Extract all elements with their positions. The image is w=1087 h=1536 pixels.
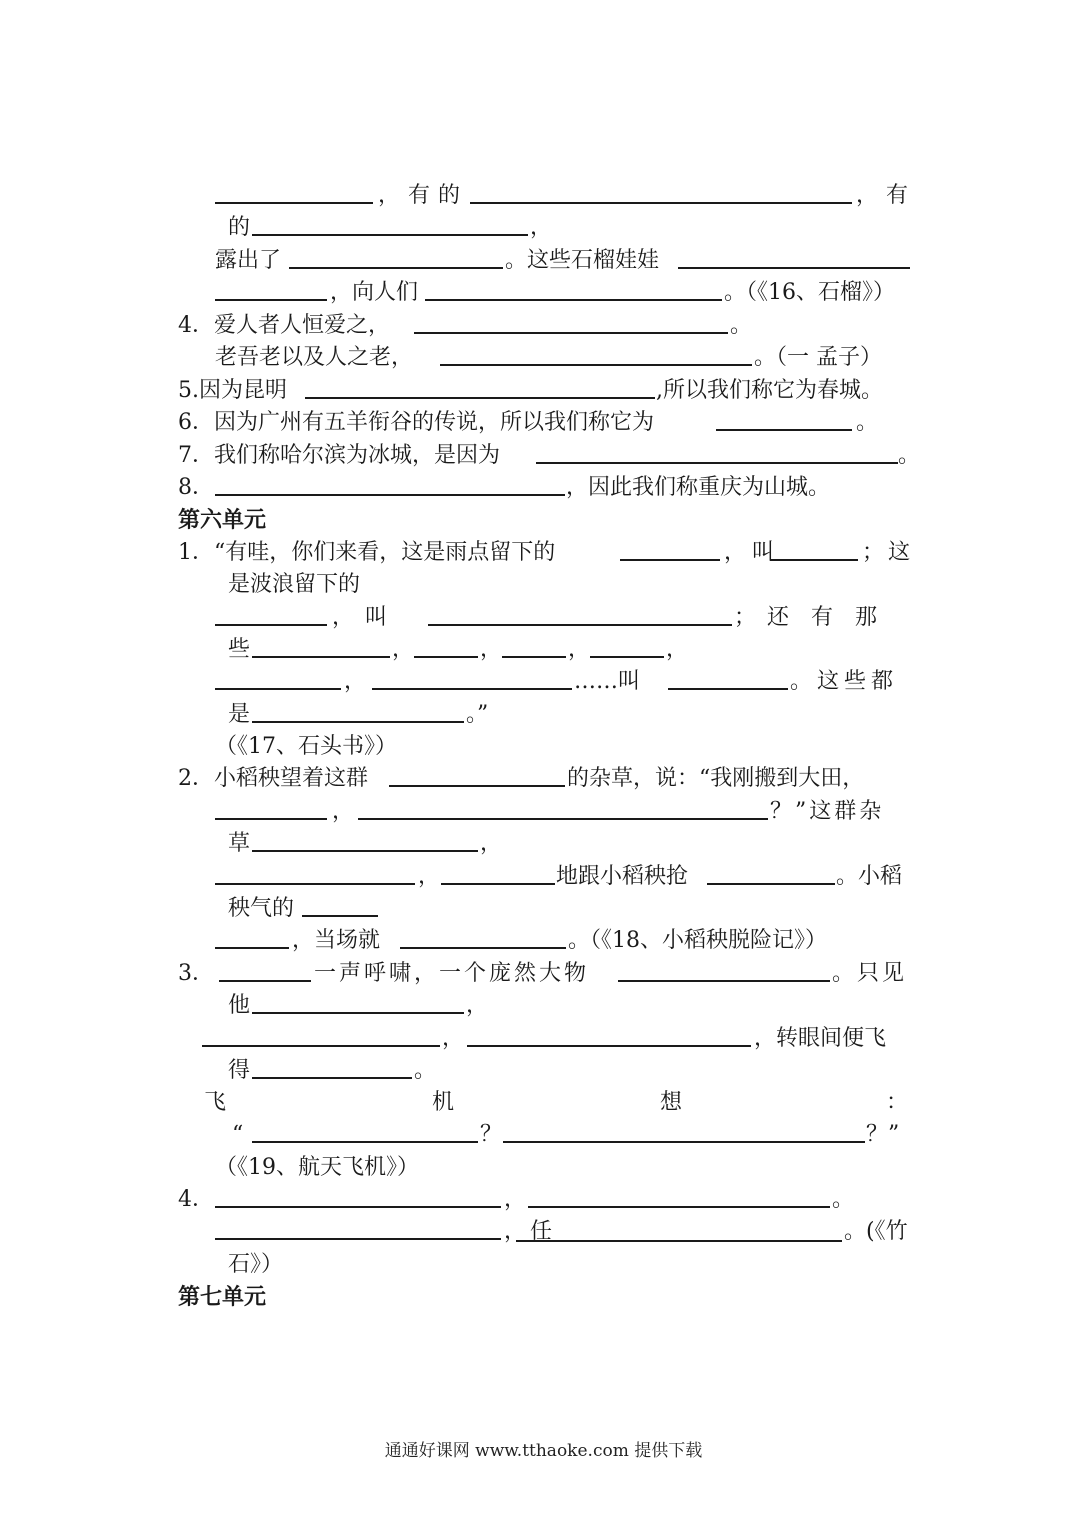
text: ？ xyxy=(480,1122,503,1147)
text: ； 还 有 那 xyxy=(734,605,878,630)
text: 。 xyxy=(730,313,753,338)
text: ， xyxy=(466,993,489,1018)
fill-blank[interactable] xyxy=(414,310,728,334)
text: ？”这群杂 xyxy=(770,799,885,824)
text: 7．我们称哈尔滨为冰城，是因为 xyxy=(178,443,500,468)
fill-blank[interactable] xyxy=(414,634,478,658)
fill-blank[interactable] xyxy=(503,1119,865,1143)
fill-blank[interactable] xyxy=(215,472,565,496)
text: 。（《16、石榴》） xyxy=(724,280,895,305)
text: 。只见 xyxy=(832,961,908,986)
text: ，向人们 xyxy=(330,280,419,305)
text: 秧气的 xyxy=(228,896,295,921)
text: ， xyxy=(480,831,503,856)
text: 。 xyxy=(832,1187,855,1212)
text: 4． xyxy=(178,1187,214,1212)
fill-blank[interactable] xyxy=(372,666,572,690)
fill-blank[interactable] xyxy=(215,666,341,690)
text: 飞 xyxy=(204,1090,227,1115)
fill-blank[interactable] xyxy=(252,634,390,658)
fill-blank[interactable] xyxy=(252,1119,478,1143)
fill-blank[interactable] xyxy=(252,990,464,1014)
text: ， xyxy=(332,799,355,824)
text: 。小稻 xyxy=(836,864,903,889)
fill-blank[interactable] xyxy=(252,1055,412,1079)
text: 3． xyxy=(178,961,214,986)
fill-blank[interactable] xyxy=(302,893,378,917)
fill-blank[interactable] xyxy=(707,861,835,885)
text: “ xyxy=(232,1122,244,1147)
text: ， 叫 xyxy=(332,605,388,630)
text: 。 xyxy=(414,1058,437,1083)
fill-blank[interactable] xyxy=(440,342,752,366)
text: ， xyxy=(392,637,415,662)
text: 露出了 xyxy=(215,248,282,273)
source-citation: （《17、石头书》） xyxy=(215,734,397,759)
fill-blank[interactable] xyxy=(502,634,566,658)
text: 他 xyxy=(228,993,251,1018)
text: ？” xyxy=(866,1122,900,1147)
fill-blank[interactable] xyxy=(389,763,565,787)
heading-text: 第七单元 xyxy=(178,1284,267,1310)
fill-blank[interactable] xyxy=(215,861,415,885)
text: ……叫 xyxy=(574,669,641,694)
fill-blank[interactable] xyxy=(305,375,655,399)
text: 一声呼啸，一个庞然大物 xyxy=(314,961,590,986)
fill-blank[interactable] xyxy=(215,602,327,626)
fill-blank[interactable] xyxy=(215,1216,501,1240)
fill-blank[interactable] xyxy=(215,925,289,949)
text: ， xyxy=(666,637,689,662)
fill-blank[interactable] xyxy=(252,212,528,236)
text: 老吾老以及人之老， xyxy=(215,345,414,370)
fill-blank[interactable] xyxy=(252,828,478,852)
fill-blank[interactable] xyxy=(441,861,555,885)
text: 草 xyxy=(228,831,251,856)
fill-blank[interactable] xyxy=(289,245,503,269)
fill-blank[interactable] xyxy=(215,180,373,204)
fill-blank[interactable] xyxy=(202,1023,440,1047)
fill-blank[interactable] xyxy=(215,277,327,301)
text: 。（一 孟子） xyxy=(754,345,882,370)
fill-blank[interactable] xyxy=(400,925,566,949)
text: 是波浪留下的 xyxy=(228,572,361,597)
text: ， xyxy=(442,1026,465,1051)
text: 些 xyxy=(228,637,251,662)
text: 5.因为昆明 xyxy=(178,378,287,403)
text: 2．小稻秧望着这群 xyxy=(178,766,368,791)
text: ， xyxy=(568,637,591,662)
fill-blank[interactable] xyxy=(215,1184,501,1208)
fill-blank[interactable] xyxy=(590,634,664,658)
text: ： xyxy=(886,1090,909,1115)
source-citation: 石》） xyxy=(228,1252,284,1277)
source-citation: 。（《18、小稻秧脱险记》） xyxy=(568,928,827,953)
footer-text: 通通好课网 www.tthaoke.com 提供下载 xyxy=(384,1441,703,1461)
text: 6．因为广州有五羊衔谷的传说，所以我们称它为 xyxy=(178,410,654,435)
text: ，有的 xyxy=(378,183,469,208)
text: 是 xyxy=(228,702,251,727)
fill-blank[interactable] xyxy=(668,666,788,690)
text: ， xyxy=(504,1187,527,1212)
fill-blank[interactable] xyxy=(425,277,722,301)
fill-blank[interactable] xyxy=(219,958,311,982)
text: ，叫 xyxy=(724,540,781,565)
text: 。(《竹 xyxy=(844,1219,908,1244)
fill-blank[interactable] xyxy=(620,537,720,561)
fill-blank[interactable] xyxy=(428,602,732,626)
fill-blank[interactable] xyxy=(716,407,852,431)
fill-blank[interactable] xyxy=(528,1184,830,1208)
text: ；这 xyxy=(862,540,915,565)
fill-blank[interactable] xyxy=(467,1023,751,1047)
text: 8． xyxy=(178,475,214,500)
text: 的 xyxy=(228,215,251,240)
text: ， xyxy=(480,637,503,662)
text: 想 xyxy=(660,1090,683,1115)
text: ,所以我们称它为春城。 xyxy=(656,378,883,403)
source-citation: （《19、航天飞机》） xyxy=(215,1155,419,1180)
heading-text: 第六单元 xyxy=(178,507,267,533)
text: ， xyxy=(344,669,367,694)
fill-blank[interactable] xyxy=(215,796,327,820)
text: 得 xyxy=(228,1058,251,1083)
text: 。这些石榴娃娃 xyxy=(505,248,660,273)
fill-blank[interactable] xyxy=(470,180,852,204)
text: 地跟小稻秧抢 xyxy=(556,864,689,889)
text: 4．爱人者人恒爱之， xyxy=(178,313,390,338)
text: 。” xyxy=(466,702,489,727)
text: ， xyxy=(418,864,441,889)
text: 的杂草，说：“我刚搬到大田， xyxy=(567,766,865,791)
text: 1．“有哇，你们来看，这是雨点留下的 xyxy=(178,540,556,565)
text: 。这些都 xyxy=(790,669,899,694)
text: ，有 xyxy=(856,183,917,208)
fill-blank[interactable] xyxy=(252,699,464,723)
text: ，当场就 xyxy=(292,928,381,953)
text: 。 xyxy=(856,410,879,435)
fill-blank[interactable] xyxy=(358,796,768,820)
text: ，转眼间便飞 xyxy=(754,1026,887,1051)
fill-blank[interactable] xyxy=(618,958,830,982)
text: ， xyxy=(504,1219,527,1244)
text: 。 xyxy=(898,443,921,468)
fill-blank[interactable]: 任 xyxy=(516,1216,842,1242)
text: ，因此我们称重庆为山城。 xyxy=(566,475,831,500)
fill-blank[interactable] xyxy=(770,537,858,561)
fill-blank[interactable] xyxy=(678,245,910,269)
text: 机 xyxy=(432,1090,455,1115)
text: ， xyxy=(530,215,553,240)
fill-blank[interactable] xyxy=(536,440,898,464)
